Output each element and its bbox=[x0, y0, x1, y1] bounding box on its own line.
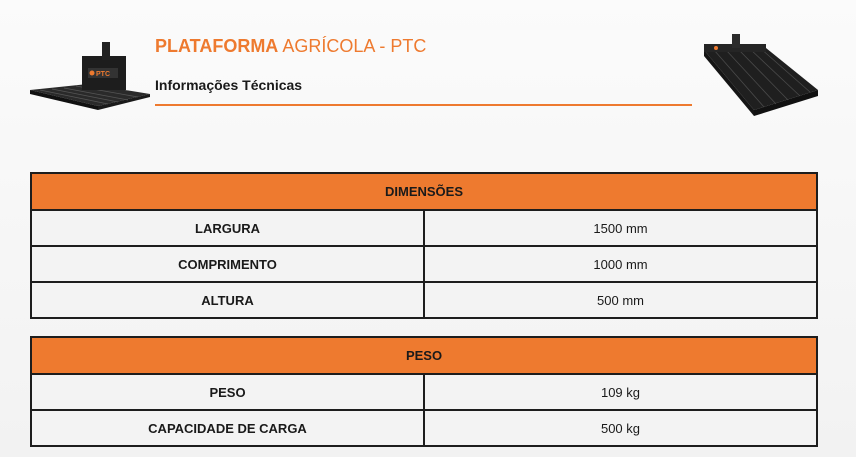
platform-product-image-left bbox=[28, 34, 152, 114]
row-label: ALTURA bbox=[31, 282, 424, 318]
page-subtitle: Informações Técnicas bbox=[155, 77, 303, 93]
row-value: 109 kg bbox=[424, 374, 817, 410]
page-header bbox=[0, 0, 856, 150]
row-value: 1000 mm bbox=[424, 246, 817, 282]
platform-badge-text: PTC bbox=[96, 71, 110, 78]
row-label: CAPACIDADE DE CARGA bbox=[31, 410, 424, 446]
table-row bbox=[31, 282, 817, 318]
page-title bbox=[155, 36, 426, 57]
table-row bbox=[31, 374, 817, 410]
dimensoes-header: DIMENSÕES bbox=[31, 173, 817, 210]
table-row bbox=[31, 210, 817, 246]
row-label: COMPRIMENTO bbox=[31, 246, 424, 282]
peso-table bbox=[30, 336, 818, 447]
title-bold: PLATAFORMA bbox=[155, 36, 279, 56]
row-value: 500 kg bbox=[424, 410, 817, 446]
table-row bbox=[31, 410, 817, 446]
dimensoes-table bbox=[30, 172, 818, 319]
table-row bbox=[31, 246, 817, 282]
row-value: 500 mm bbox=[424, 282, 817, 318]
header-divider bbox=[155, 104, 692, 106]
platform-product-image-right bbox=[696, 30, 820, 126]
row-value: 1500 mm bbox=[424, 210, 817, 246]
title-rest: AGRÍCOLA - PTC bbox=[278, 36, 427, 56]
peso-header: PESO bbox=[31, 337, 817, 374]
row-label: LARGURA bbox=[31, 210, 424, 246]
row-label: PESO bbox=[31, 374, 424, 410]
